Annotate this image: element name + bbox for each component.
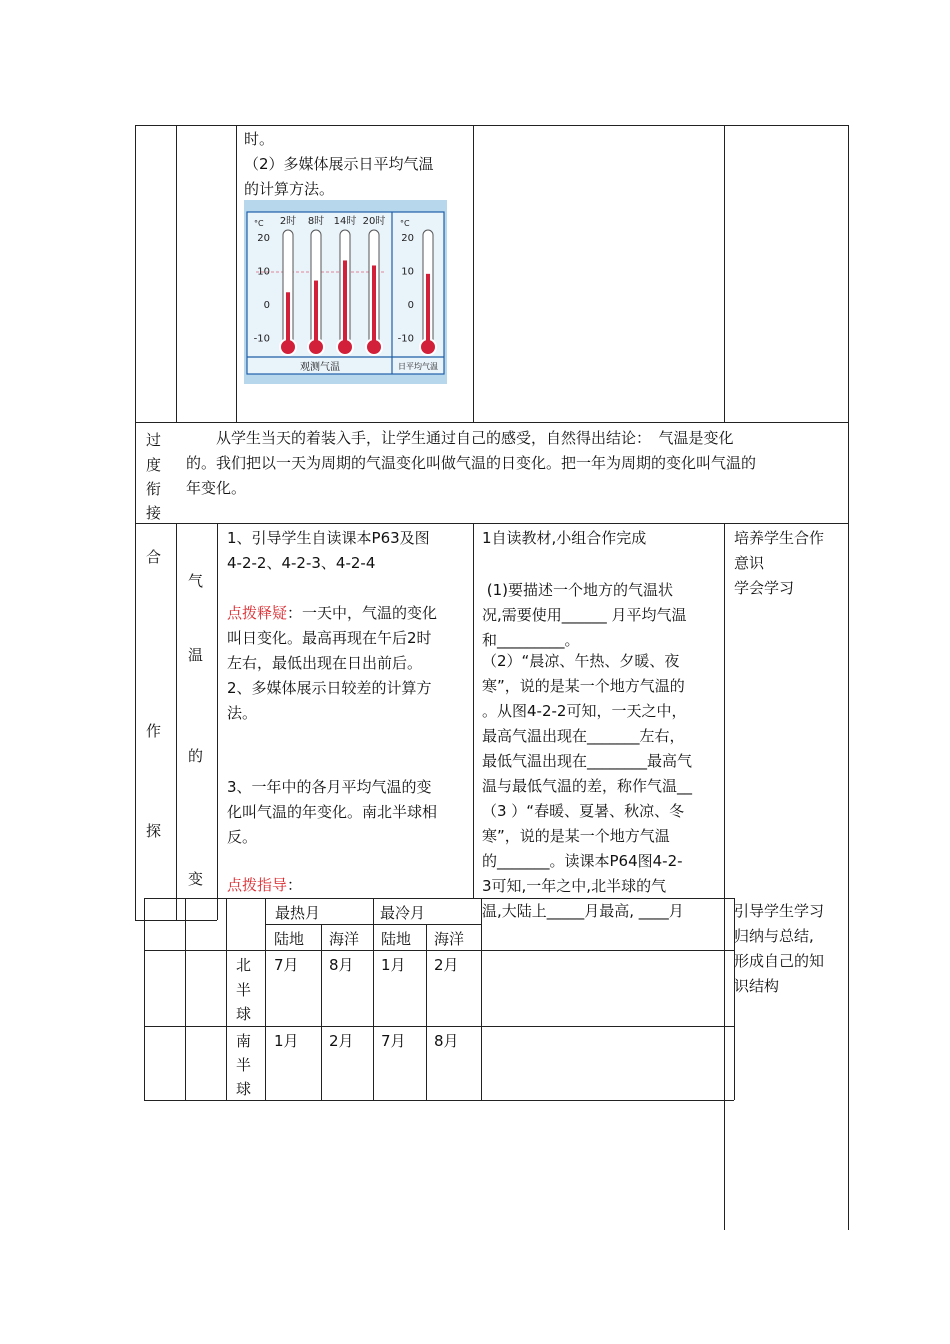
topic-char-3: 的 xyxy=(188,747,204,765)
student-line-5: （2）“晨凉、午热、夕暖、夜 xyxy=(482,652,680,670)
teacher-line-1: 1、引导学生自读课本P63及图 xyxy=(227,529,430,547)
unit-label-1: °C xyxy=(254,219,264,228)
north-cold-ocean: 2月 xyxy=(434,956,459,974)
north-cold-land: 1月 xyxy=(381,956,406,974)
tick-label-1: 20 xyxy=(257,233,270,244)
time-label-4: 20时 xyxy=(362,216,386,227)
teacher-line-6: 2、多媒体展示日较差的计算方 xyxy=(227,679,432,697)
student-line-3: 况,需要使用______ 月平均气温 xyxy=(482,606,687,624)
transition-label-3: 衔 xyxy=(146,480,162,498)
north-char-1: 北 xyxy=(236,956,252,974)
south-char-2: 半 xyxy=(236,1056,252,1074)
teacher-line-5: 左右，最低出现在日出前后。 xyxy=(227,654,423,672)
hint-text: ：一天中，气温的变化 xyxy=(287,604,438,622)
top-line-1: 时。 xyxy=(244,130,275,148)
student-line-15: 温,大陆上_____月最高, ____月 xyxy=(482,902,684,920)
student-line-4: 和_________。 xyxy=(482,631,580,649)
south-hot-land: 1月 xyxy=(274,1032,299,1050)
teacher-line-4: 叫日变化。最高再现在午后2时 xyxy=(227,629,432,647)
summary-line-3: 形成自己的知 xyxy=(734,952,825,970)
goal-line-3: 学会学习 xyxy=(734,579,795,597)
student-line-7: 。从图4-2-2可知，一天之中， xyxy=(482,702,687,720)
student-line-6: 寒”，说的是某一个地方气温的 xyxy=(482,677,685,695)
time-label-1: 2时 xyxy=(279,216,297,227)
hint-text-2: ： xyxy=(287,876,303,894)
unit-label-2: °C xyxy=(400,219,410,228)
summary-line-1: 引导学生学习 xyxy=(734,902,825,920)
goal-line-1: 培养学生合作 xyxy=(734,529,825,547)
summary-line-4: 识结构 xyxy=(734,977,780,995)
teacher-line-2: 4-2-2、4-2-3、4-2-4 xyxy=(227,554,376,572)
teacher-line-9: 化叫气温的年变化。南北半球相 xyxy=(227,803,438,821)
student-line-8: 最高气温出现在_______左右， xyxy=(482,727,685,745)
tick-label-2: 10 xyxy=(257,266,270,278)
head-ocean-1: 海洋 xyxy=(329,930,360,948)
topic-char-1: 气 xyxy=(188,572,204,590)
coop-label-1: 合 xyxy=(146,548,162,566)
thermometer-diagram xyxy=(244,200,447,384)
south-hot-ocean: 2月 xyxy=(329,1032,354,1050)
avg-tick-label-3: 0 xyxy=(407,300,414,311)
teacher-hint-2 xyxy=(227,873,302,898)
south-cold-ocean: 8月 xyxy=(434,1032,459,1050)
hint-label: 点拨释疑 xyxy=(227,604,288,622)
avg-tick-label-4: -10 xyxy=(397,333,414,345)
south-char-3: 球 xyxy=(236,1080,252,1098)
hint-label-2: 点拨指导 xyxy=(227,876,288,894)
transition-label-4: 接 xyxy=(146,504,162,522)
average-caption: 日平均气温 xyxy=(398,362,438,371)
student-line-11: （3 ）“春暖、夏暑、秋凉、冬 xyxy=(482,802,685,820)
coop-label-3: 探 xyxy=(146,822,162,840)
north-hot-land: 7月 xyxy=(274,956,299,974)
observed-caption: 观测气温 xyxy=(300,362,340,373)
teacher-line-8: 3、一年中的各月平均气温的变 xyxy=(227,778,432,796)
goal-line-2: 意识 xyxy=(734,554,765,572)
top-line-3: 的计算方法。 xyxy=(244,180,335,198)
topic-char-2: 温 xyxy=(188,646,204,664)
transition-line-1: 从学生当天的着装入手，让学生通过自己的感受，自然得出结论： 气温是变化 xyxy=(186,429,734,447)
coop-label-2: 作 xyxy=(146,722,162,740)
north-char-2: 半 xyxy=(236,981,252,999)
student-line-10: 温与最低气温的差，称作气温__ xyxy=(482,777,693,795)
head-land-1: 陆地 xyxy=(274,930,305,948)
south-char-1: 南 xyxy=(236,1032,252,1050)
tick-label-3: 0 xyxy=(263,300,270,311)
head-hottest-month: 最热月 xyxy=(275,904,321,922)
north-char-3: 球 xyxy=(236,1005,252,1023)
teacher-hint-1 xyxy=(227,601,437,626)
time-label-2: 8时 xyxy=(307,216,325,227)
teacher-line-10: 反。 xyxy=(227,828,258,846)
avg-tick-label-2: 10 xyxy=(401,266,414,278)
transition-line-2: 的。我们把以一天为周期的气温变化叫做气温的日变化。把一年为周期的变化叫气温的 xyxy=(186,454,757,472)
tick-label-4: -10 xyxy=(253,333,270,345)
time-label-3: 14时 xyxy=(333,216,357,227)
head-ocean-2: 海洋 xyxy=(434,930,465,948)
head-coldest-month: 最冷月 xyxy=(380,904,426,922)
student-line-9: 最低气温出现在________最高气 xyxy=(482,752,693,770)
teacher-line-7: 法。 xyxy=(227,704,258,722)
summary-line-2: 归纳与总结, xyxy=(734,927,814,945)
transition-label-1: 过 xyxy=(146,431,162,449)
student-line-12: 寒”，说的是某一个地方气温 xyxy=(482,827,670,845)
south-cold-land: 7月 xyxy=(381,1032,406,1050)
student-line-1: 1自读教材,小组合作完成 xyxy=(482,529,647,547)
daily-average-temperature-figure xyxy=(244,200,447,384)
transition-label-2: 度 xyxy=(146,456,162,474)
avg-tick-label-1: 20 xyxy=(401,233,414,244)
student-line-13: 的_______。读课本P64图4-2- xyxy=(482,852,683,870)
student-line-2: (1)要描述一个地方的气温状 xyxy=(482,581,674,599)
top-line-2: （2）多媒体展示日平均气温 xyxy=(244,155,434,173)
north-hot-ocean: 8月 xyxy=(329,956,354,974)
student-line-14: 3可知,一年之中,北半球的气 xyxy=(482,877,667,895)
topic-char-4: 变 xyxy=(188,870,204,888)
transition-line-3: 年变化。 xyxy=(186,479,247,497)
head-land-2: 陆地 xyxy=(381,930,412,948)
